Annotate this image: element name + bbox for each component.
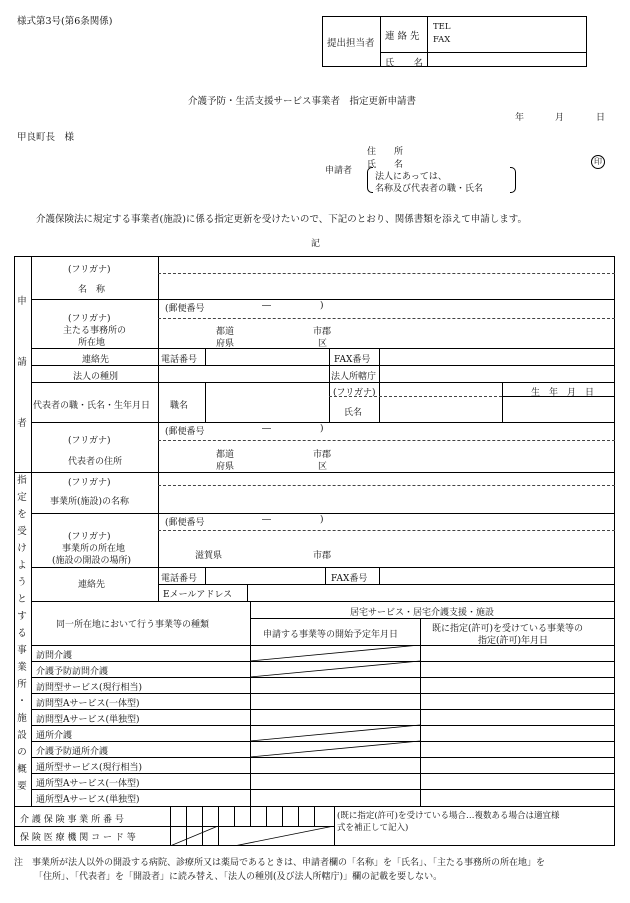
facility-phone-label: 電話番号 <box>161 574 198 584</box>
applicant-fax-label: FAX番号 <box>334 355 371 365</box>
rep-shigun: 市郡 <box>313 450 332 460</box>
seal-mark: 印 <box>591 155 605 169</box>
rep-furigana-label: (フリガナ) <box>333 388 376 398</box>
applicant-address-label: 住 所 <box>367 147 404 157</box>
medical-code-label: 保 険 医 療 機 関 コ ー ド 等 <box>20 833 136 843</box>
side-label-f2: を <box>17 509 27 520</box>
footnote-line-1: 注 事業所が法人以外の開設する病院、診療所又は薬局であるときは、申請者欄の「名称」を「氏名」、「主たる事務所の所在地」を <box>14 858 546 868</box>
rep-postal-close: ) <box>320 424 324 434</box>
side-label-f13: ・ <box>17 696 27 707</box>
service-row-0: 訪問介護 <box>36 651 73 661</box>
facility-postal: (郵便番号 <box>165 518 205 528</box>
col-start-date: 申請する事業等の開始予定年月日 <box>263 630 399 640</box>
diagonal-hatching <box>250 645 420 806</box>
ki-mark: 記 <box>311 239 321 249</box>
office-label-1: 主たる事務所の <box>63 326 127 336</box>
facility-loc-furigana: (フリガナ) <box>68 532 111 542</box>
side-label-shin: 申 <box>17 296 27 307</box>
service-row-8: 通所型Aサービス(一体型) <box>36 779 140 789</box>
applicant-name-label: 氏 名 <box>367 160 404 170</box>
applicant-postal: (郵便番号 <box>165 304 205 314</box>
facility-loc-label-1: 事業所の所在地 <box>62 544 126 554</box>
office-ku: 区 <box>318 339 328 349</box>
side-label-f16: の <box>17 747 27 758</box>
service-row-2: 訪問型サービス(現行相当) <box>36 683 143 693</box>
corp-note-2: 名称及び代表者の職・氏名 <box>375 184 484 194</box>
bottom-note-2: 式を補正して記入) <box>337 823 409 833</box>
birthdate-label: 生 年 月 日 <box>531 388 595 398</box>
facility-shigun: 市郡 <box>313 551 332 561</box>
rep-postal-dash: ― <box>262 424 271 434</box>
facility-name-label: 事業所(施設)の名称 <box>50 497 130 507</box>
office-fuken: 府県 <box>216 339 235 349</box>
side-label-f9: る <box>17 628 27 639</box>
date-year: 年 <box>515 113 525 123</box>
service-row-3: 訪問型Aサービス(一体型) <box>36 699 140 709</box>
side-label-f3: 受 <box>17 526 27 537</box>
document-title: 介護予防・生活支援サービス事業者 指定更新申請書 <box>188 96 417 107</box>
bracket-left <box>367 167 373 193</box>
service-row-9: 通所型Aサービス(単独型) <box>36 795 140 805</box>
col-designated-2: 指定(許可)年月日 <box>478 636 549 646</box>
side-label-f10: 事 <box>17 645 27 656</box>
side-label-f1: 定 <box>17 492 27 503</box>
facility-email-label: Eメールアドレス <box>163 590 233 600</box>
col-designated-1: 既に指定(許可)を受けている事業等の <box>432 624 584 634</box>
bracket-right <box>510 167 516 193</box>
intro-text: 介護保険法に規定する事業者(施設)に係る指定更新を受けたいので、下記のとおり、関係書類を添えて申請します。 <box>36 214 527 225</box>
corp-note-1: 法人にあっては、 <box>375 172 447 182</box>
side-label-sei: 請 <box>17 357 27 368</box>
applicant-postal-dash: ― <box>262 301 271 311</box>
applicant-name-label-cell: 名 称 <box>78 285 106 295</box>
facility-loc-label-2: (施設の開設の場所) <box>52 556 132 566</box>
side-label-f14: 施 <box>17 713 27 724</box>
rep-postal: (郵便番号 <box>165 427 205 437</box>
date-month: 月 <box>555 113 565 123</box>
form-number: 様式第3号(第6条関係) <box>17 16 113 27</box>
rep-label: 代表者の職・氏名・生年月日 <box>33 401 151 411</box>
side-label-f12: 所 <box>17 679 27 690</box>
office-todo: 都道 <box>216 327 235 337</box>
rep-addr-furigana-label: (フリガナ) <box>68 436 111 446</box>
rep-ku: 区 <box>318 462 328 472</box>
bottom-note-1: (既に指定(許可)を受けている場合…複数ある場合は適宜様 <box>337 811 560 821</box>
side-label-f8: す <box>17 611 27 622</box>
services-header-group: 居宅サービス・居宅介護支援・施設 <box>350 608 495 618</box>
office-shigun: 市郡 <box>313 327 332 337</box>
side-label-f15: 設 <box>17 730 27 741</box>
office-label-2: 所在地 <box>78 338 106 348</box>
services-header-left: 同一所在地において行う事業等の種類 <box>56 620 210 630</box>
facility-furigana-label: (フリガナ) <box>68 478 111 488</box>
applicant-furigana-label: (フリガナ) <box>68 265 111 275</box>
facility-prefecture: 滋賀県 <box>195 551 223 561</box>
rep-position-label: 職名 <box>170 401 189 411</box>
insurance-number-label: 介 護 保 険 事 業 所 番 号 <box>20 815 124 825</box>
rep-addr-label: 代表者の住所 <box>68 457 123 467</box>
applicant-block-label: 申請者 <box>325 166 353 176</box>
facility-postal-close: ) <box>320 515 324 525</box>
office-furigana-label: (フリガナ) <box>68 314 111 324</box>
footnote-line-2: 「住所」、「代表者」を「開設者」に読み替え、「法人の種別(及び法人所轄庁)」欄の記載を要しない。 <box>34 872 443 882</box>
rep-name-label: 氏名 <box>344 408 363 418</box>
submitter-fax: FAX <box>433 35 451 45</box>
service-row-7: 通所型サービス(現行相当) <box>36 763 143 773</box>
service-row-1: 介護予防訪問介護 <box>36 667 109 677</box>
rep-fuken: 府県 <box>216 462 235 472</box>
side-label-f11: 業 <box>17 662 27 673</box>
corp-authority-label: 法人所轄庁 <box>331 372 377 382</box>
side-label-f17: 概 <box>17 764 27 775</box>
applicant-phone-label: 電話番号 <box>161 355 198 365</box>
side-label-sha: 者 <box>17 418 27 429</box>
facility-fax-label: FAX番号 <box>331 574 368 584</box>
submitter-name-label: 氏 名 <box>385 58 424 69</box>
side-label-f18: 要 <box>17 781 27 792</box>
side-label-f4: け <box>17 543 27 554</box>
service-row-6: 介護予防通所介護 <box>36 747 109 757</box>
side-label-f7: と <box>17 594 27 605</box>
side-label-f6: う <box>17 577 27 588</box>
facility-contact-label: 連絡先 <box>78 580 106 590</box>
rep-todo: 都道 <box>216 450 235 460</box>
corp-type-label: 法人の種別 <box>73 372 119 382</box>
submitter-label: 提出担当者 <box>327 38 375 49</box>
submitter-contact-label: 連 絡 先 <box>385 31 420 42</box>
side-label-f0: 指 <box>17 475 27 486</box>
facility-postal-dash: ― <box>262 515 271 525</box>
submitter-tel: TEL <box>433 22 451 32</box>
date-day: 日 <box>596 113 606 123</box>
applicant-contact-label: 連絡先 <box>82 355 110 365</box>
service-row-5: 通所介護 <box>36 731 73 741</box>
applicant-postal-close: ) <box>320 301 324 311</box>
code-diagonals <box>170 826 334 846</box>
addressee: 甲良町長 様 <box>17 132 75 143</box>
service-row-4: 訪問型Aサービス(単独型) <box>36 715 140 725</box>
side-label-f5: よ <box>17 560 27 571</box>
